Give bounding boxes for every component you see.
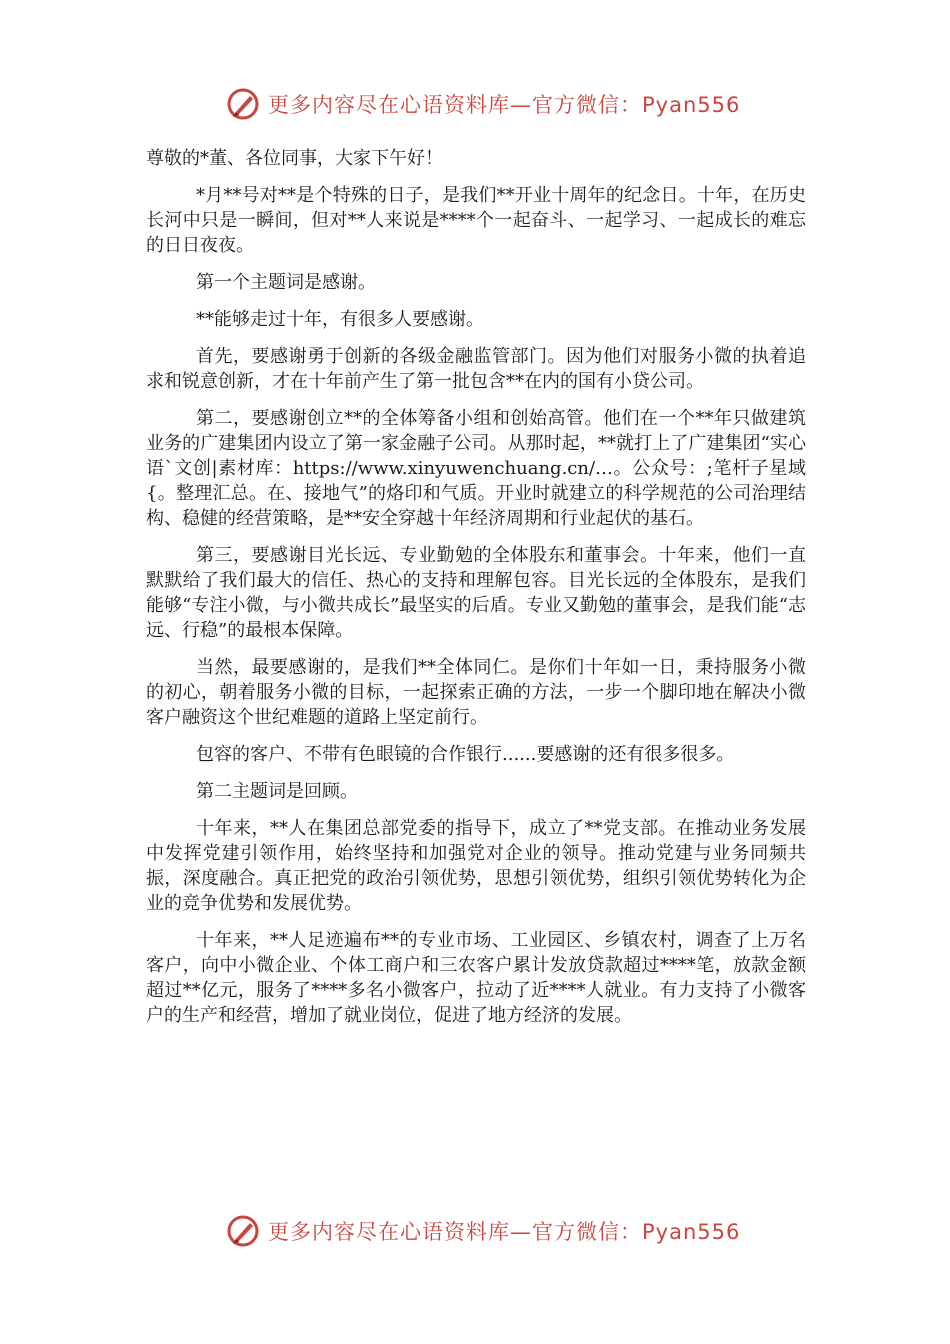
paragraph: **能够走过十年，有很多人要感谢。 xyxy=(196,309,484,330)
paragraph: 包容的客户、不带有色眼镜的合作银行......要感谢的还有很多很多。 xyxy=(196,744,735,765)
paragraph: 十年来，**人在集团总部党委的指导下，成立了**党支部。在推动业务发展中发挥党建引领作用，始终坚持和加强党对企业的领导。推动党建与业务同频共振，深度融合。真正把党的政治引领优势，思想引领优势，组织引领优势转化为企业的竞争优势和发展优势。 xyxy=(146,818,806,914)
pen-logo-icon xyxy=(226,1214,260,1248)
document-body xyxy=(146,146,806,1040)
paragraph: 当然，最要感谢的，是我们**全体同仁。是你们十年如一日，秉持服务小微的初心，朝着服务小微的目标，一起探索正确的方法，一步一个脚印地在解决小微客户融资这个世纪难题的道路上坚定前行。 xyxy=(146,657,806,728)
footer-banner xyxy=(226,1211,740,1251)
pen-logo-icon xyxy=(226,87,260,121)
paragraph: *月**号对**是个特殊的日子，是我们**开业十周年的纪念日。十年，在历史长河中只是一瞬间，但对**人来说是****个一起奋斗、一起学习、一起成长的难忘的日日夜夜。 xyxy=(146,185,806,256)
paragraph: 第二，要感谢创立**的全体筹备小组和创始高管。他们在一个**年只做建筑业务的广建集团内设立了第一家金融子公司。从那时起，**就打上了广建集团“实心语`文创|素材库：https://www.xinyuwenchuang.cn/…。公众号：;笔杆子星域{。整理汇总。在、接地气”的烙印和气质。开业时就建立的科学规范的公司治理结构、稳健的经营策略，是**安全穿越十年经济周期和行业起伏的基石。 xyxy=(146,408,806,529)
banner-text: 更多内容尽在心语资料库—官方微信：Pyan556 xyxy=(268,1220,741,1244)
paragraph: 第二主题词是回顾。 xyxy=(196,781,358,802)
banner-text: 更多内容尽在心语资料库—官方微信：Pyan556 xyxy=(268,93,741,117)
paragraph: 第三，要感谢目光长远、专业勤勉的全体股东和董事会。十年来，他们一直默默给了我们最大的信任、热心的支持和理解包容。目光长远的全体股东，是我们能够“专注小微，与小微共成长”最坚实的后盾。专业又勤勉的董事会，是我们能“志远、行稳”的最根本保障。 xyxy=(146,545,806,641)
paragraph: 首先，要感谢勇于创新的各级金融监管部门。因为他们对服务小微的执着追求和锐意创新，才在十年前产生了第一批包含**在内的国有小贷公司。 xyxy=(146,346,806,392)
paragraph: 第一个主题词是感谢。 xyxy=(196,272,376,293)
paragraph: 十年来，**人足迹遍布**的专业市场、工业园区、乡镇农村，调查了上万名客户，向中小微企业、个体工商户和三农客户累计发放贷款超过****笔，放款金额超过**亿元，服务了****多名小微客户，拉动了近****人就业。有力支持了小微客户的生产和经营，增加了就业岗位，促进了地方经济的发展。 xyxy=(146,930,806,1026)
header-banner xyxy=(226,84,740,124)
salutation: 尊敬的*董、各位同事，大家下午好！ xyxy=(146,148,443,169)
